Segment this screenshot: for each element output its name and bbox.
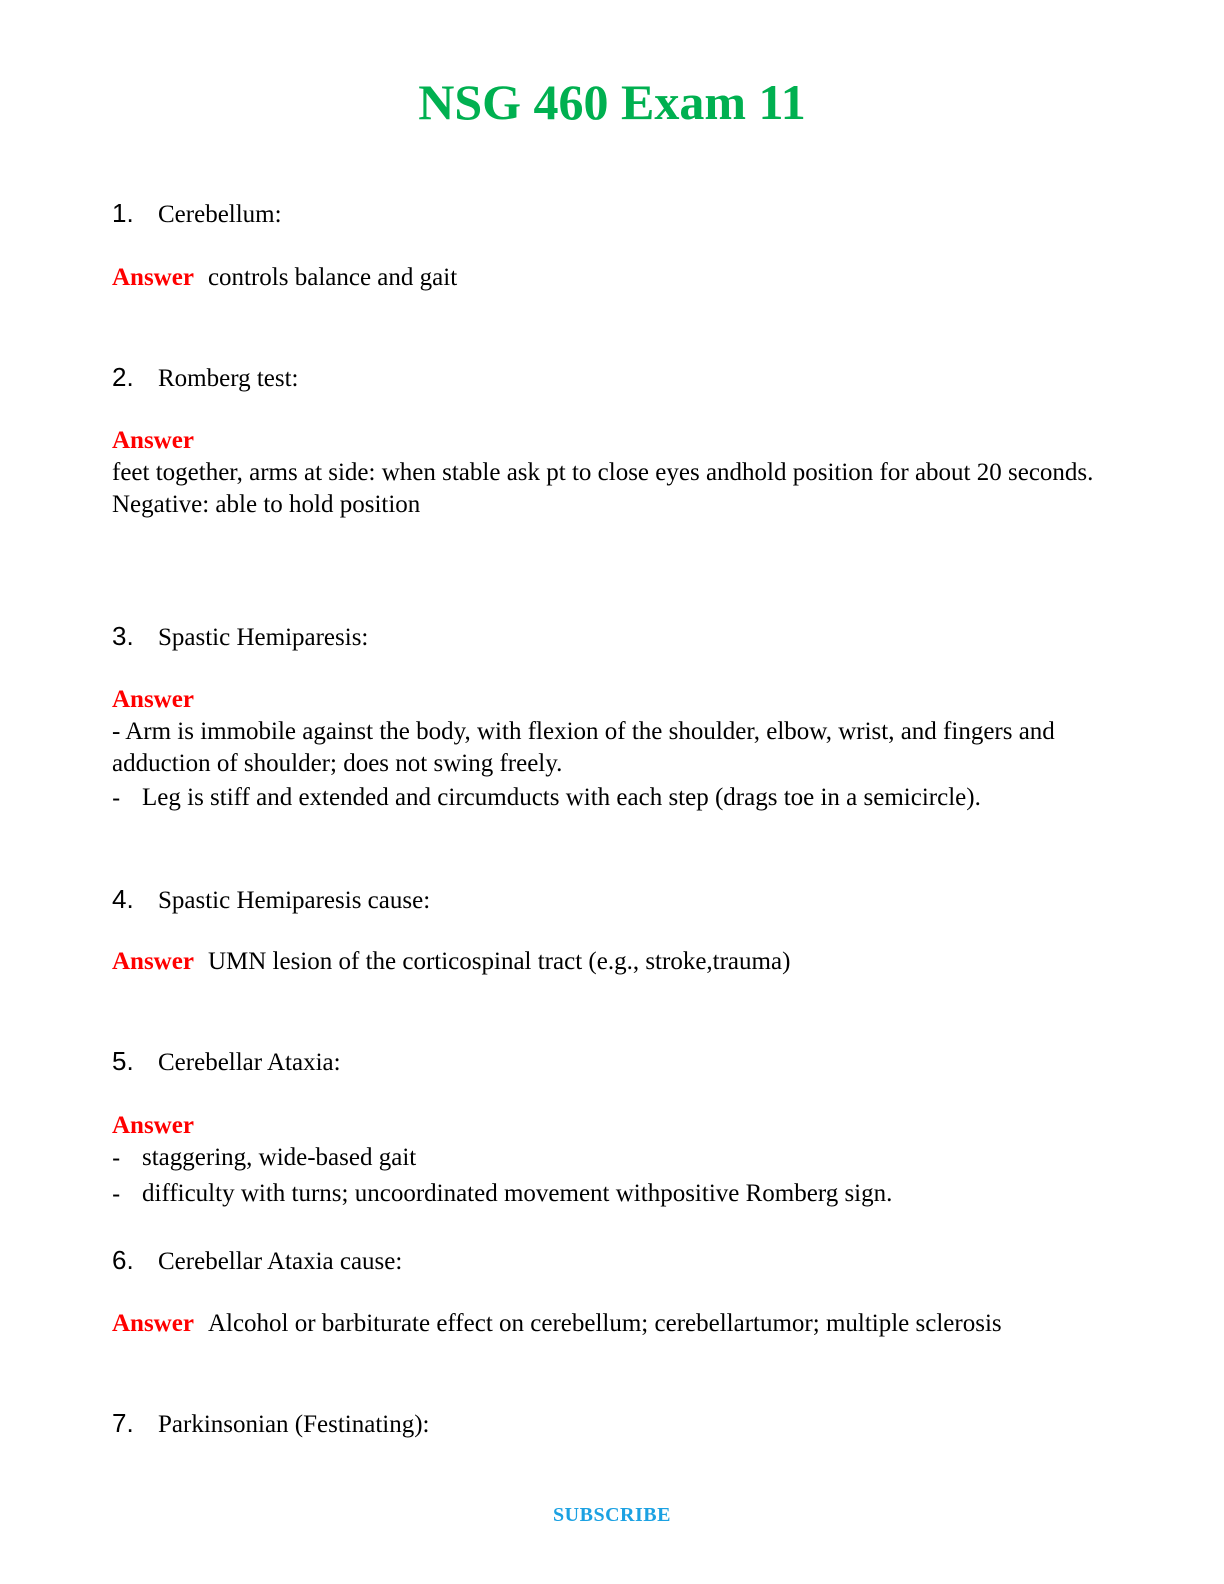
question-number: 6. [112,1245,134,1275]
answer-item-text: difficulty with turns; uncoordinated movement withpositive Romberg sign. [142,1180,893,1207]
answer-line: - Arm is immobile against the body, with flexion of the shoulder, elbow, wrist, and fingers and adduction of shoulder; does not swing freely. [112,718,1055,777]
answer-item-text: Leg is stiff and extended and circumducts with each step (drags toe in a semicircle). [142,784,981,811]
question-text: Parkinsonian (Festinating): [158,1411,430,1438]
dash-bullet: - [112,784,121,812]
answer-line: feet together, arms at side: when stable ask pt to close eyes andhold position for about 20 seconds. [112,459,1094,486]
answer-label: Answer [112,948,194,975]
question-5 [112,1046,341,1078]
answer-6 [112,1308,1112,1340]
question-text: Cerebellar Ataxia cause: [158,1248,403,1275]
answer-5 [112,1110,1112,1210]
question-text: Spastic Hemiparesis cause: [158,887,431,914]
question-text: Cerebellar Ataxia: [158,1049,341,1076]
question-2 [112,362,299,394]
answer-list-item [112,1142,1112,1174]
answer-label: Answer [112,1112,194,1139]
answer-line: Negative: able to hold position [112,491,421,518]
answer-item-text: staggering, wide-based gait [142,1144,417,1171]
question-1 [112,198,282,230]
answer-list-item [112,782,1112,814]
answer-label: Answer [112,1310,194,1337]
answer-4 [112,946,1112,978]
question-text: Romberg test: [158,365,299,392]
question-number: 4. [112,884,134,914]
dash-bullet: - [112,1144,121,1172]
dash-bullet: - [112,1180,121,1208]
answer-3 [112,684,1112,814]
question-3 [112,621,368,653]
question-7 [112,1408,430,1440]
answer-list-item [112,1178,1112,1210]
question-6 [112,1245,402,1277]
question-4 [112,884,430,916]
answer-text: UMN lesion of the corticospinal tract (e.g., stroke,trauma) [207,948,791,975]
answer-label: Answer [112,427,194,454]
answer-label: Answer [112,264,194,291]
question-text: Cerebellum: [158,201,282,228]
answer-2 [112,425,1112,521]
subscribe-link[interactable]: SUBSCRIBE [553,1504,671,1526]
answer-label: Answer [112,686,194,713]
question-text: Spastic Hemiparesis: [158,624,369,651]
question-number: 3. [112,621,134,651]
question-number: 5. [112,1046,134,1076]
document-title: NSG 460 Exam 11 [418,74,806,130]
answer-text: controls balance and gait [207,264,458,291]
question-number: 2. [112,362,134,392]
question-number: 7. [112,1408,134,1438]
answer-1 [112,262,1112,294]
answer-text: Alcohol or barbiturate effect on cerebellum; cerebellartumor; multiple sclerosis [207,1310,1002,1337]
question-number: 1. [112,198,134,228]
